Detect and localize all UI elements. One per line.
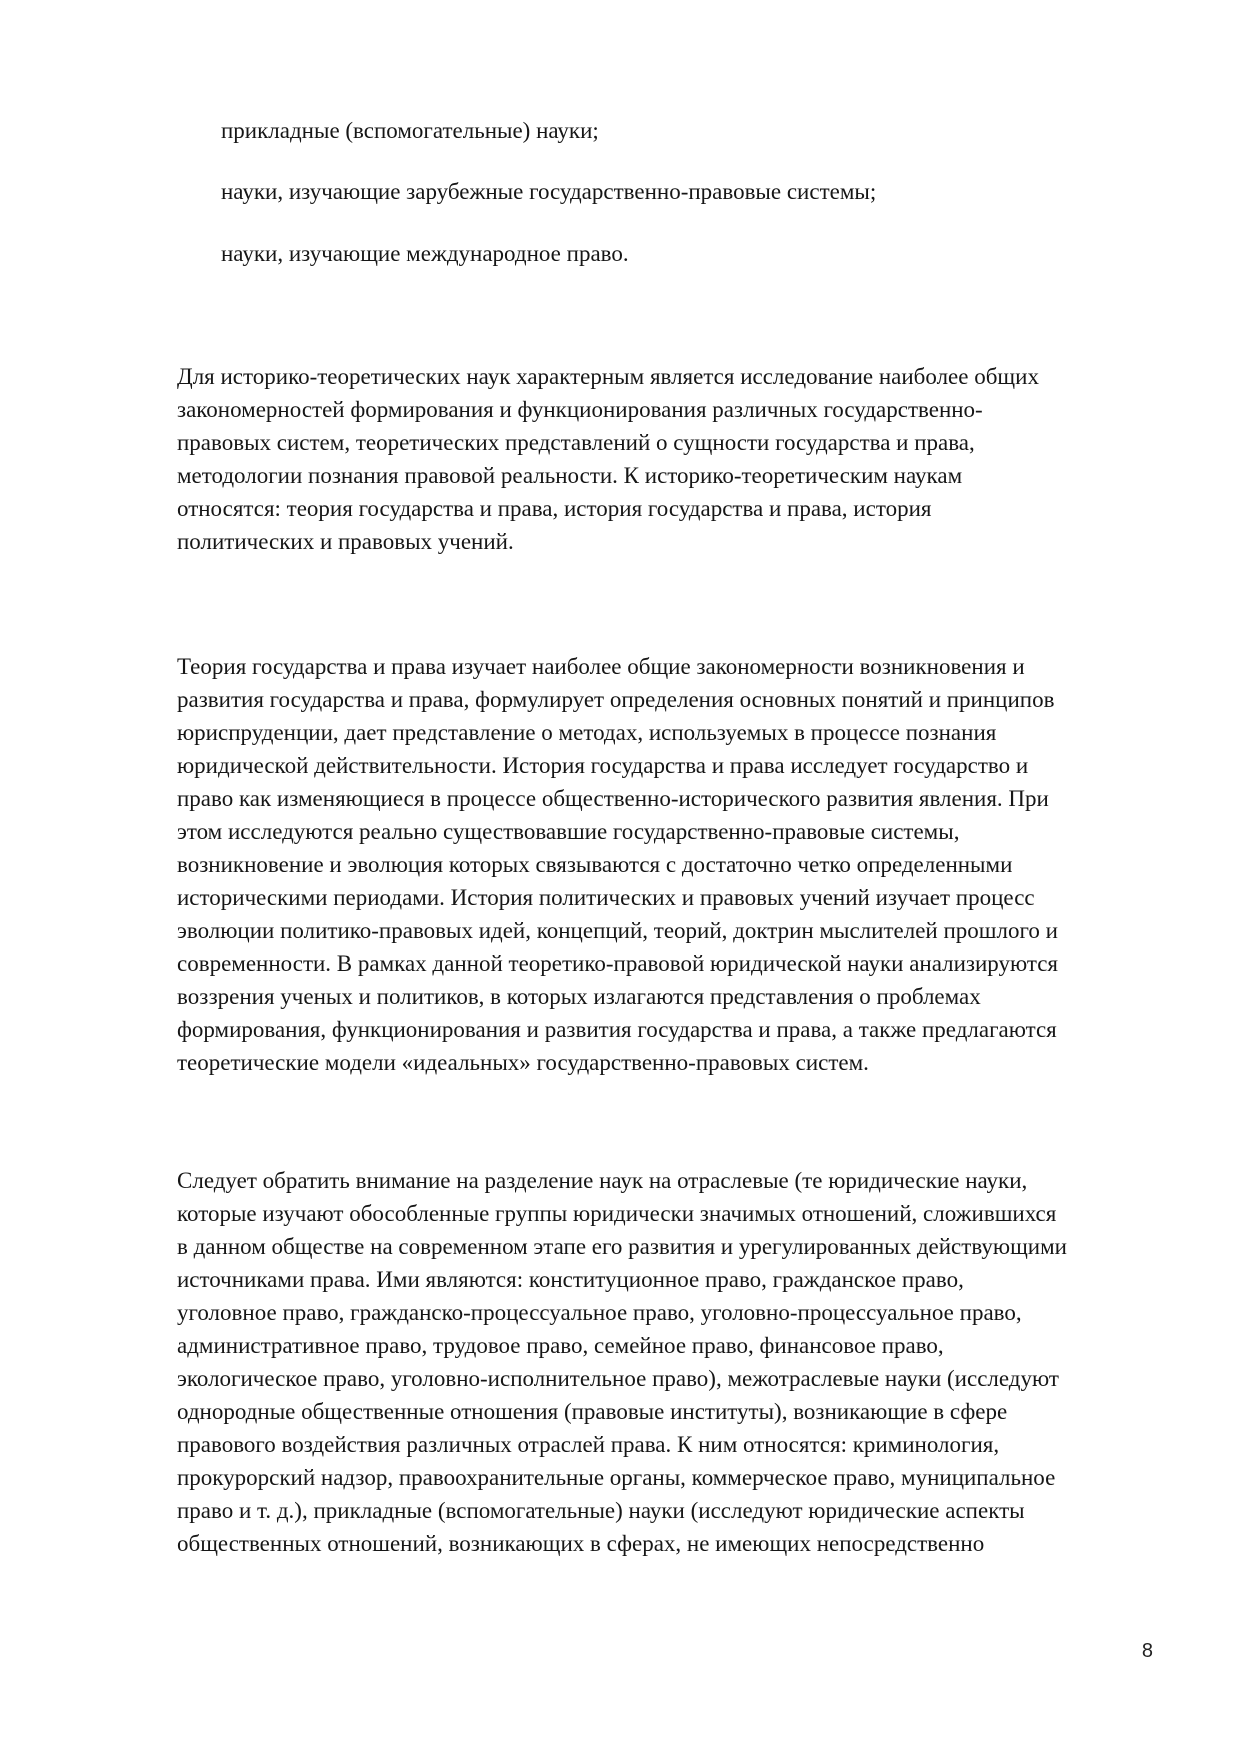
paragraph-line: историческими периодами. История политических и правовых учений изучает процесс [177, 885, 1035, 910]
paragraph-line: относятся: теория государства и права, история государства и права, история [177, 496, 932, 521]
paragraph-line: юридической действительности. История государства и права исследует государство и [177, 753, 1029, 778]
paragraph-branch-sciences [177, 1164, 1067, 1560]
paragraph-theory-of-state [177, 650, 1058, 1079]
paragraph-line: Теория государства и права изучает наиболее общие закономерности возникновения и [177, 654, 1025, 679]
paragraph-line: юриспруденции, дает представление о методах, используемых в процессе познания [177, 720, 997, 745]
paragraph-line: уголовное право, гражданско-процессуальное право, уголовно-процессуальное право, [177, 1300, 1022, 1325]
paragraph-line: этом исследуются реально существовавшие государственно-правовые системы, [177, 819, 960, 844]
paragraph-line: методологии познания правовой реальности. К историко-теоретическим наукам [177, 463, 963, 488]
list-item-international-law: науки, изучающие международное право. [221, 241, 629, 266]
list-item-applied-sciences: прикладные (вспомогательные) науки; [221, 118, 599, 143]
paragraph-line: прокурорский надзор, правоохранительные органы, коммерческое право, муниципальное [177, 1465, 1056, 1490]
paragraph-historical-theoretical [177, 360, 1039, 558]
paragraph-line: Следует обратить внимание на разделение наук на отраслевые (те юридические науки, [177, 1168, 1028, 1193]
paragraph-line: в данном обществе на современном этапе его развития и урегулированных действующими [177, 1234, 1067, 1259]
paragraph-line: однородные общественные отношения (правовые институты), возникающие в сфере [177, 1399, 1008, 1424]
page-number: 8 [1141, 1640, 1153, 1662]
paragraph-line: право и т. д.), прикладные (вспомогательные) науки (исследуют юридические аспекты [177, 1498, 1025, 1523]
paragraph-line: политических и правовых учений. [177, 529, 514, 554]
paragraph-line: которые изучают обособленные группы юридически значимых отношений, сложившихся [177, 1201, 1057, 1226]
paragraph-line: закономерностей формирования и функционирования различных государственно- [177, 397, 983, 422]
paragraph-line: воззрения ученых и политиков, в которых излагаются представления о проблемах [177, 984, 981, 1009]
paragraph-line: право как изменяющиеся в процессе общественно-исторического развития явления. При [177, 786, 1049, 811]
paragraph-line: источниками права. Ими являются: конституционное право, гражданское право, [177, 1267, 964, 1292]
paragraph-line: формирования, функционирования и развития государства и права, а также предлагаются [177, 1017, 1057, 1042]
paragraph-line: общественных отношений, возникающих в сферах, не имеющих непосредственно [177, 1531, 985, 1556]
paragraph-line: эволюции политико-правовых идей, концепций, теорий, доктрин мыслителей прошлого и [177, 918, 1058, 943]
paragraph-line: возникновение и эволюция которых связываются с достаточно четко определенными [177, 852, 1013, 877]
paragraph-line: административное право, трудовое право, семейное право, финансовое право, [177, 1333, 944, 1358]
paragraph-line: экологическое право, уголовно-исполнительное право), межотраслевые науки (исследуют [177, 1366, 1059, 1391]
paragraph-line: развития государства и права, формулирует определения основных понятий и принципов [177, 687, 1055, 712]
paragraph-line: современности. В рамках данной теоретико-правовой юридической науки анализируются [177, 951, 1059, 976]
paragraph-line: правового воздействия различных отраслей права. К ним относятся: криминология, [177, 1432, 1000, 1457]
paragraph-line: правовых систем, теоретических представлений о сущности государства и права, [177, 430, 975, 455]
list-item-foreign-systems: науки, изучающие зарубежные государственно-правовые системы; [221, 179, 877, 204]
paragraph-line: Для историко-теоретических наук характерным является исследование наиболее общих [177, 364, 1039, 389]
paragraph-line: теоретические модели «идеальных» государственно-правовых систем. [177, 1050, 869, 1075]
